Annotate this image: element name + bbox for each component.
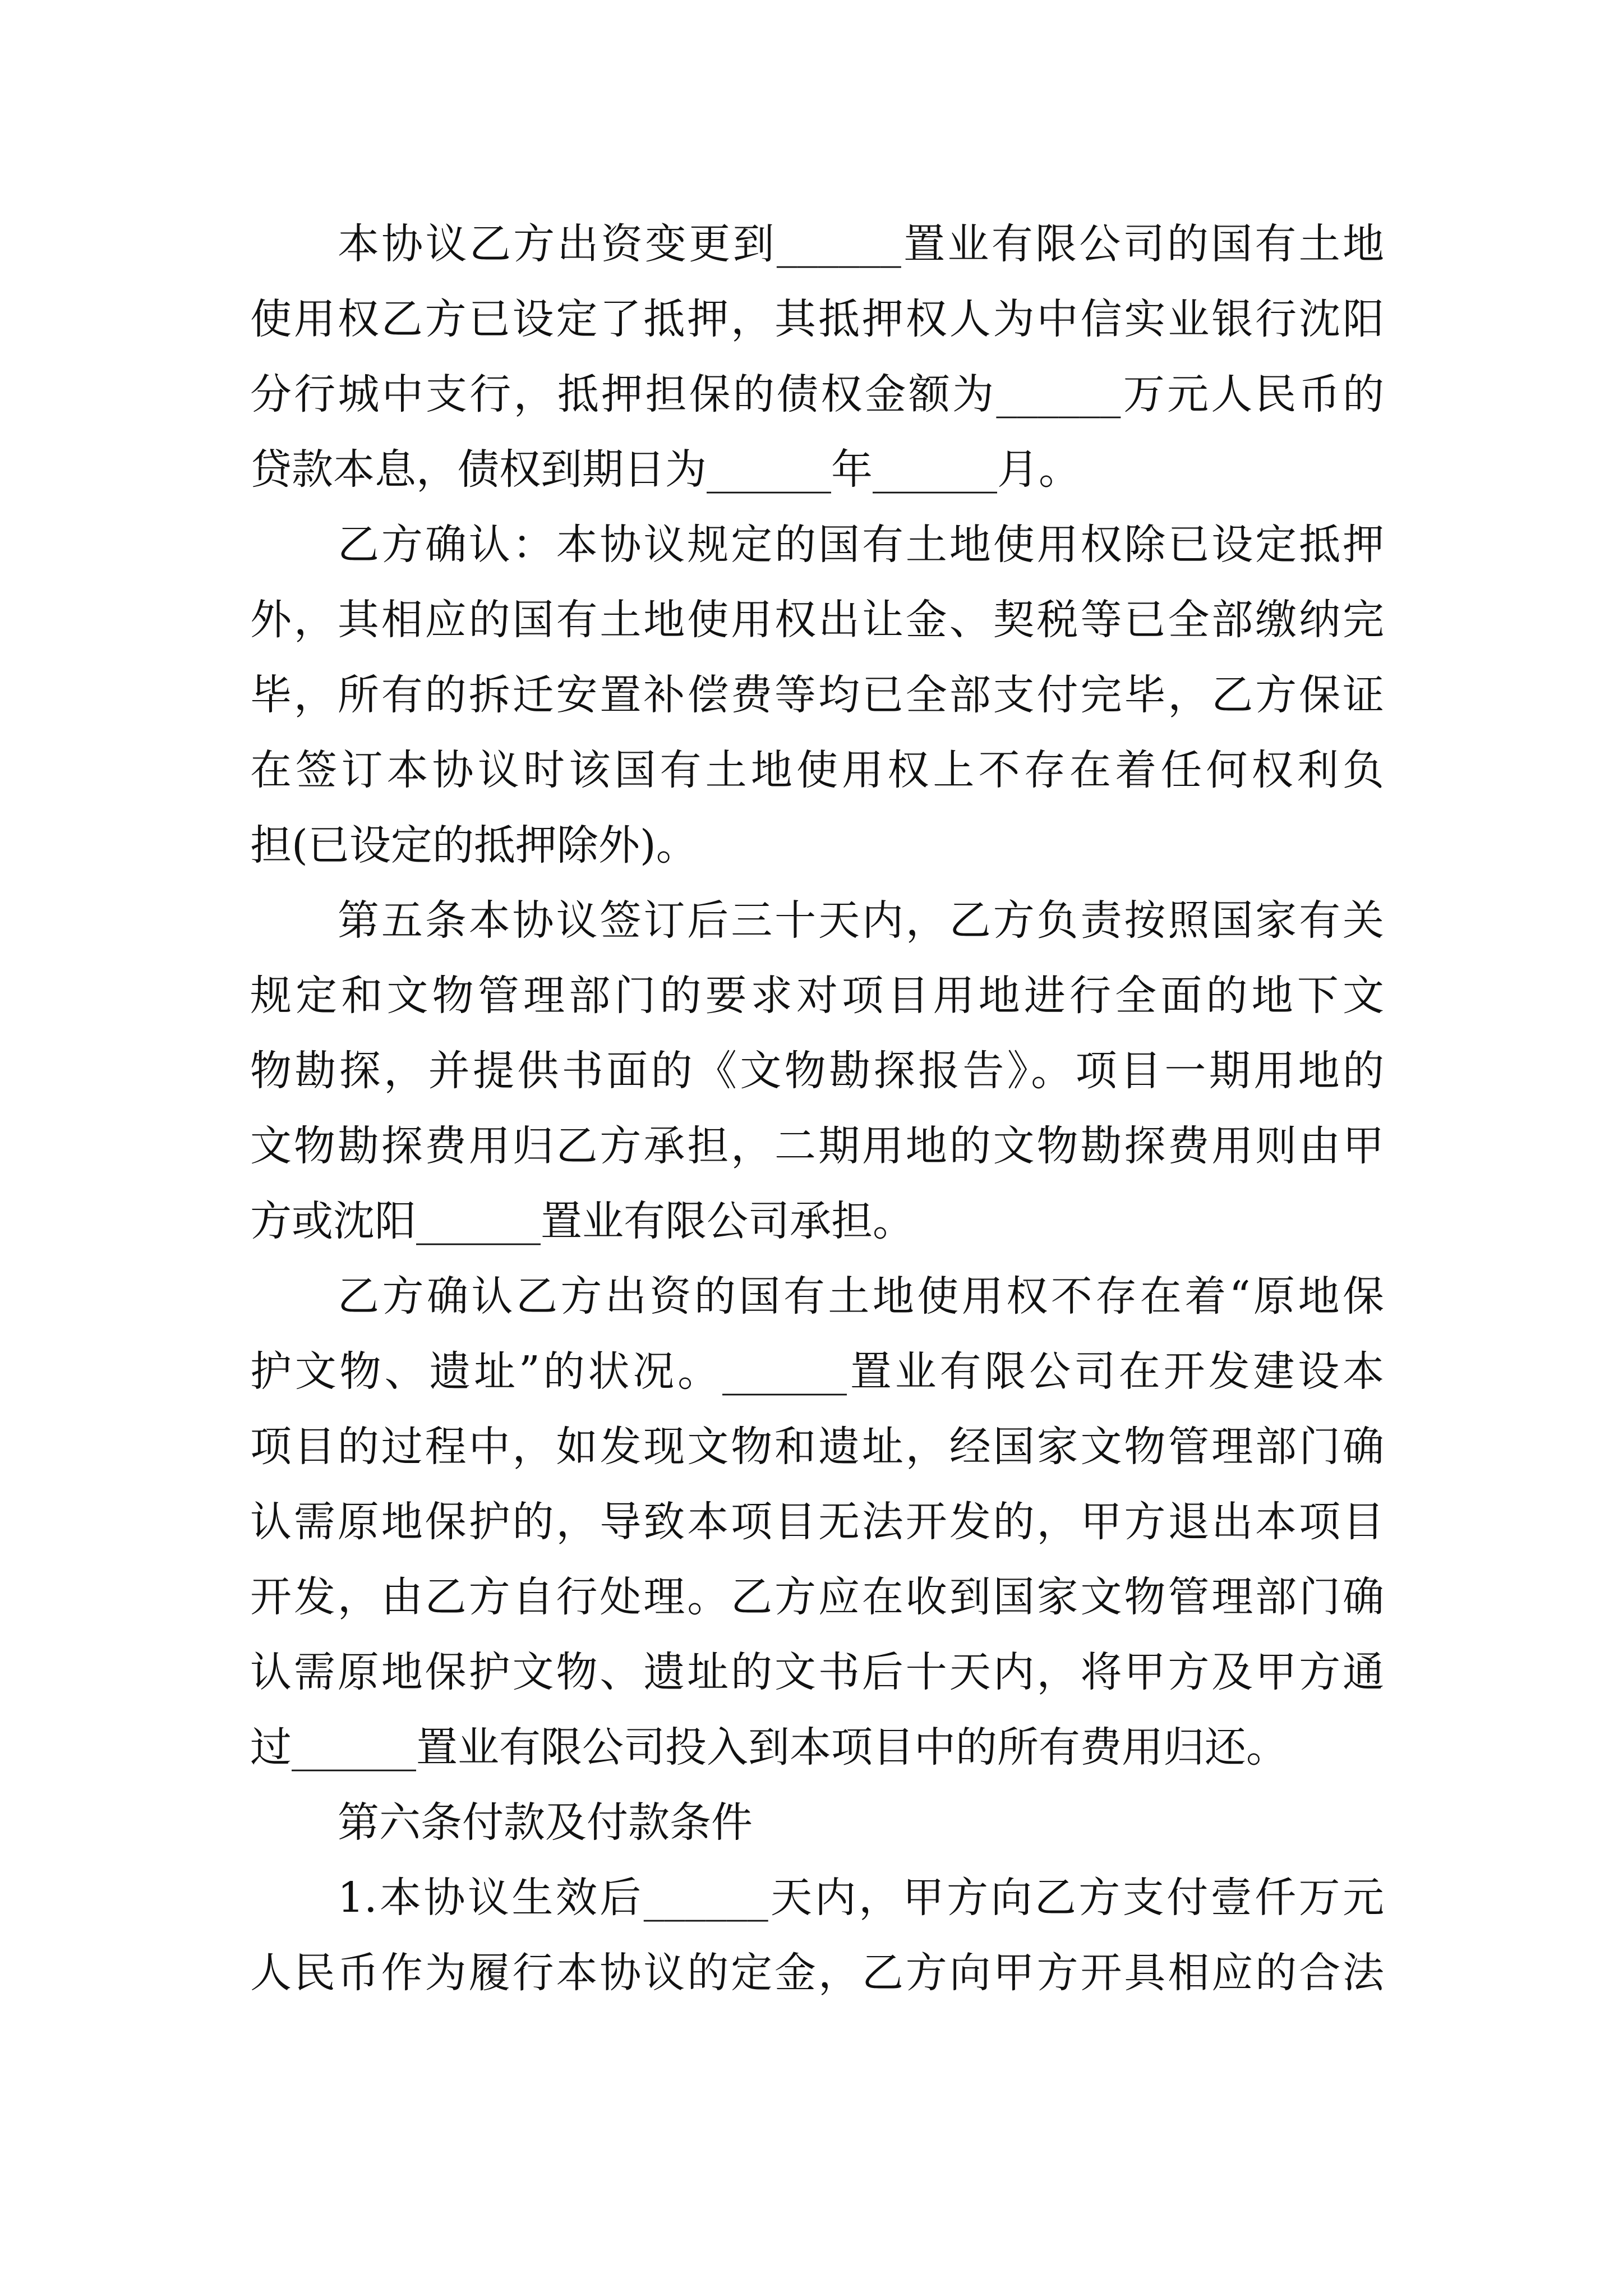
paragraph-line: 项目的过程中，如发现文物和遗址，经国家文物管理部门确 — [250, 1423, 1384, 1471]
paragraph-line: 认需原地保护的，导致本项目无法开发的，甲方退出本项目 — [250, 1498, 1384, 1546]
paragraph-line: 在签订本协议时该国有土地使用权上不存在着任何权利负 — [250, 746, 1384, 794]
paragraph-line: 分行城中支行，抵押担保的债权金额为______万元人民币的 — [250, 370, 1384, 418]
paragraph-line: 人民币作为履行本协议的定金，乙方向甲方开具相应的合法 — [250, 1949, 1384, 1997]
paragraph-line: 乙方确认：本协议规定的国有土地使用权除已设定抵押 — [338, 521, 1384, 569]
paragraph-line: 物勘探，并提供书面的《文物勘探报告》。项目一期用地的 — [250, 1047, 1384, 1095]
paragraph-line: 过______置业有限公司投入到本项目中的所有费用归还。 — [250, 1723, 1288, 1772]
paragraph-line: 贷款本息，债权到期日为______年______月。 — [250, 445, 1080, 494]
paragraph-line: 方或沈阳______置业有限公司承担。 — [250, 1197, 914, 1245]
paragraph-line: 毕，所有的拆迁安置补偿费等均已全部支付完毕，乙方保证 — [250, 671, 1384, 719]
paragraph-line: 规定和文物管理部门的要求对项目用地进行全面的地下文 — [250, 972, 1384, 1020]
paragraph-line: 担(已设定的抵押除外)。 — [250, 821, 698, 869]
paragraph-line: 第五条本协议签订后三十天内，乙方负责按照国家有关 — [338, 896, 1384, 945]
paragraph-line: 使用权乙方已设定了抵押，其抵押权人为中信实业银行沈阳 — [250, 295, 1384, 343]
paragraph-line: 本协议乙方出资变更到______置业有限公司的国有土地 — [338, 220, 1384, 268]
section-heading: 第六条付款及付款条件 — [338, 1798, 753, 1847]
paragraph-line: 开发，由乙方自行处理。乙方应在收到国家文物管理部门确 — [250, 1573, 1384, 1621]
paragraph-line: 外，其相应的国有土地使用权出让金、契税等已全部缴纳完 — [250, 596, 1384, 644]
paragraph-line: 乙方确认乙方出资的国有土地使用权不存在着“原地保 — [338, 1272, 1384, 1320]
paragraph-line: 1.本协议生效后______天内，甲方向乙方支付壹仟万元 — [338, 1874, 1384, 1922]
paragraph-line: 护文物、遗址”的状况。______置业有限公司在开发建设本 — [250, 1347, 1384, 1396]
paragraph-line: 认需原地保护文物、遗址的文书后十天内，将甲方及甲方通 — [250, 1648, 1384, 1696]
paragraph-line: 文物勘探费用归乙方承担，二期用地的文物勘探费用则由甲 — [250, 1122, 1384, 1170]
